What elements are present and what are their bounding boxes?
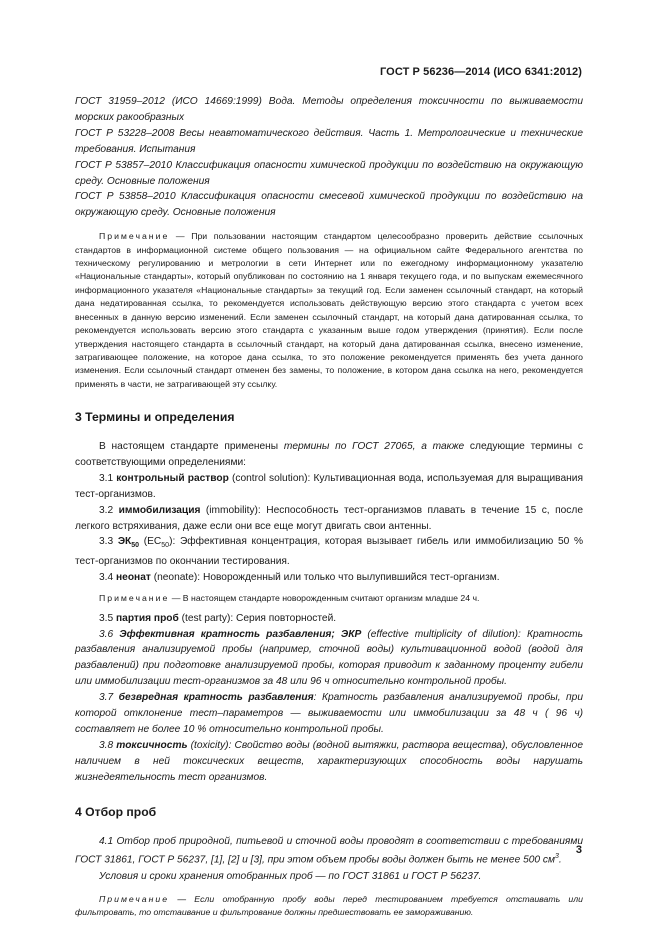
reference-item: ГОСТ Р 53858–2010 Классификация опасности смесевой химической продукции по воздействию на окружающую среду. Основные положения [75,191,583,219]
term-3-1 [75,471,583,503]
term-note [75,592,583,605]
term-definition: (neonate): Новорожденный или только что вылупившийся тест-организм. [150,572,500,584]
term-number: 3.4 [99,572,116,584]
term-number: 3.7 [99,692,119,704]
term-3-2 [75,503,583,535]
term-3-6 [75,627,583,691]
note-label: Примечание [99,593,170,604]
reference-item: ГОСТ 31959–2012 (ИСО 14669:1999) Вода. Методы определения токсичности по выживаемости морских ракообразных [75,96,583,123]
section-3-title: 3 Термины и определения [75,410,235,425]
term-abbrev: (EC [139,536,162,548]
term-name: ЭК [117,536,132,548]
note-text: — При пользовании настоящим стандартом целесообразно проверить действие ссылочных стандартов в информационной системе общего пользования — на официальном сайте Федерального агентства по техническому регулированию и метрологии в сети Интернет или по ежегодному информационному указателю «Национальные стандарты», который опубликован по состоянию на 1 января текущего года, и по выпускам ежемесячного информационного указателя «Национальные стандарты» за текущий год. Если заменен ссылочный стандарт, на который дана недатированная ссылка, то рекомендуется использовать действующую версию этого стандарта с учетом всех внесенных в данную версию изменений. Если заменен ссылочный стандарт, на который дана датированная ссылка, то рекомендуется использовать версию этого стандарта с указанным выше годом утверждения (принятия). Если после утверждения настоящего стандарта в ссылочный стандарт, на который дана датированная ссылка, внесено изменение, затрагивающее положение, на которое дана ссылка, то это положение рекомендуется применять без учета данного изменения. Если ссылочный стандарт отменен без замены, то положение, в котором дана ссылка на него, рекомендуется применять в части, не затрагивающей эту ссылку. [75,231,583,389]
term-definition: (control solution): Культивационная вода, используемая для выращивания тест-организмов. [75,472,583,500]
clause-text: 4.1 Отбор проб природной, питьевой и сточной воды проводят в соответствии с требованиями ГОСТ 31861, ГОСТ Р 56237, [1], [2] и [3], при этом объем пробы воды должен быть не менее 500 см [75,835,583,866]
term-definition: : Кратность разбавления анализируемой пробы, при которой отклонение тест–параметров — выживаемости или иммобилизации за 48 ч ( 96 ч) составляет не более 10 % относительно контрольной пробы. [75,692,583,735]
note-text: — Если отобранную пробу воды перед тестированием требуется отстаивать или фильтровать, то отстаивание и фильтрование должны предшествовать ее замораживанию. [75,893,583,918]
intro-text-end: следующие термины с соответствующими определениями: [75,441,583,468]
term-definition: ): Эффективная концентрация, которая вызывает гибель или иммобилизацию 50 % тест-организмов по окончании тестирования. [75,536,583,568]
intro-italic: термины по ГОСТ 27065, а также [283,441,465,453]
term-number: 3.2 [99,504,119,516]
section-4-title: 4 Отбор проб [75,804,157,819]
term-name: партия проб [116,612,179,624]
term-number: 3.1 [99,472,117,484]
term-number: 3.8 [99,739,117,751]
term-3-8 [75,738,583,786]
term-definition: (test party): Серия повторностей. [178,612,337,624]
clause-4-1 [75,834,583,869]
clause-superscript: 3 [554,853,559,861]
term-definition: (effective multiplicity of dilution): Кратность разбавления анализируемой пробы (например, сточной воды) культивационной водой (водой для разбавлений) при подготовке анализируемой пробы, которая приводит к заданному проценту гибели или иммобилизации тест-организмов за 48 или 96 ч относительно контрольной пробы. [75,628,583,688]
term-name: неонат [116,572,151,584]
sampling-note [75,893,583,920]
term-3-5 [75,611,583,627]
reference-note [75,230,583,391]
term-number: 3.5 [99,612,116,624]
term-3-3 [75,534,583,570]
term-3-7 [75,690,583,738]
page-number: 3 [575,844,582,856]
term-number: 3.3 [99,536,118,548]
term-3-4 [75,570,583,586]
term-name: иммобилизация [118,504,201,516]
clause-4-2: Условия и сроки хранения отобранных проб — по ГОСТ 31861 и ГОСТ Р 56237. [99,870,482,882]
term-name: Эффективная кратность разбавления; ЭКР [119,628,362,640]
term-name: безвредная кратность разбавления [118,692,314,704]
reference-item: ГОСТ Р 53228–2008 Весы неавтоматического действия. Часть 1. Метрологические и технические требования. Испытания [75,127,583,155]
standard-header: ГОСТ Р 56236—2014 (ИСО 6341:2012) [379,66,582,78]
term-abbrev-subscript: 50 [161,542,170,550]
term-definition: (toxicity): Свойство воды (водной вытяжки, раствора вещества), обусловленное наличием в ней токсических веществ, характеризующих способность воды нарушать жизнедеятельность тест организмов. [75,739,583,783]
reference-item: ГОСТ Р 53857–2010 Классификация опасности химической продукции по воздействию на окружающую среду. Основные положения [75,159,583,187]
clause-end: . [558,854,562,866]
note-text: — В настоящем стандарте новорожденным считают организм младше 24 ч. [169,593,480,604]
term-name: контрольный раствор [116,472,229,484]
note-label: Примечание [99,231,170,242]
term-definition: (immobility): Неспособность тест-организмов плавать в течение 15 с, после легкого встряхивания, даже если они все еще могут двигать свои антенны. [75,504,583,532]
intro-text: В настоящем стандарте применены [99,441,284,453]
note-label: Примечание [99,893,170,904]
term-subscript: 50 [131,542,140,550]
term-number: 3.6 [99,628,120,640]
page-content [75,94,583,919]
term-name: токсичность [116,739,188,751]
section-3-intro [75,439,583,471]
